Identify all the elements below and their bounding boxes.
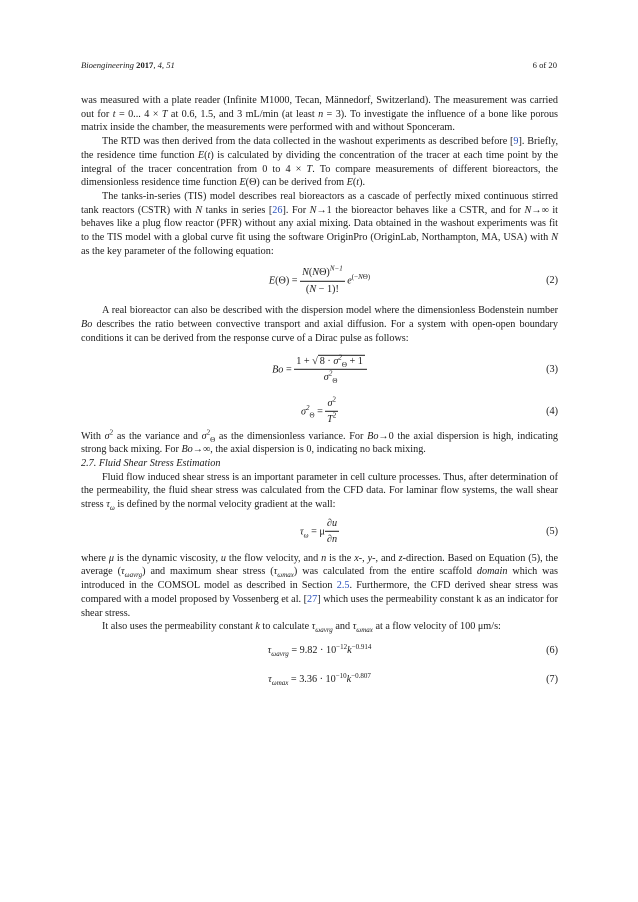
paragraph: The RTD was then derived from the data collected in the washout experiments as described before [9]. Briefly, the residence time function E(t) is calculated by dividing the concentration of the tracer at each time point by the integral of the tracer concentration from 0 to 4 × T. To compare measurements of different bioreactors, the dimensionless residence time function E(Θ) can be derived from E(t). [81, 136, 558, 189]
main-text [81, 94, 558, 692]
equation-6: $\tau_{\omega avrg} = 9.82 \cdot 10^{-12}k^{-0.914}$ (6) [267, 642, 558, 659]
paragraph: Fluid flow induced shear stress is an important parameter in cell culture processes. Thus, after determination of the permeability, the fluid shear stress was calculated from the CFD data. For laminar flow systems, the wall shear stress $\tau_\omega$ is defined by the normal velocity gradient at the wall: [81, 471, 558, 513]
equation-number: (7) [546, 674, 558, 686]
paragraph: With $\sigma^2$ as the variance and $\sigma^2_\Theta$ as the dimensionless variance. For Bo→0 the axial dispersion is high, indicating strong back mixing. For Bo→∞, the axial dispersion is 0, indicating no back mixing. [81, 428, 559, 456]
equation-3: Bo = $\frac{1 + √ 8 \cdot \sigma^2_\Theta + 1}{\sigma^2_\Theta}$ (3) [272, 352, 558, 386]
equation-2: E(Θ) = $\frac{N(N\Theta)^{N-1}}{(N - 1)!}$ $e^{(-N\Theta)}$ (2) [268, 264, 558, 295]
paragraph: where μ is the dynamic viscosity, u the flow velocity, and n is the x-, y-, and z-direction. Based on Equation (5), the average $(\tau_{\omega avrg})$ and maximum shear stress $(\tau_{\omega max})$ was calculated from the entire scaffold domain which was introduced in the COMSOL model as described in Section 2.5. Furthermore, the CFD derived shear stress was compared with a model proposed by Vossenberg et al. [27] which uses the permeability constant k as an indicator for shear stress. [81, 552, 559, 619]
equation-number: (4) [546, 405, 558, 417]
paragraph: It also uses the permeability constant k to calculate $\tau_{\omega avrg}$ and $\tau_{\omega max}$ at a flow velocity of 100 μm/s: [102, 621, 501, 635]
citation-link[interactable]: 27 [307, 593, 318, 605]
equation-number: (5) [546, 525, 558, 537]
equation-number: (3) [546, 363, 558, 375]
section-link[interactable]: 2.5 [336, 580, 350, 592]
equation-4: $\sigma^2_\Theta$ = $\frac{\sigma^2}{T^2}$ (4) [301, 394, 558, 426]
equation-number: (6) [546, 645, 558, 657]
paragraph: was measured with a plate reader (Infinite M1000, Tecan, Männedorf, Switzerland). The measurement was carried out for t = 0... 4 × T at 0.6, 1.5, and 3 mL/min (at least n = 3). To investigate the influence of a bone like porous matrix inside the chamber, the measurements were performed with and without Sponceram. [81, 95, 559, 134]
running-header: Bioengineering 2017, 4, 51 [81, 60, 175, 70]
paragraph: The tanks-in-series (TIS) model describes real bioreactors as a cascade of perfectly mixed continuous stirred tank reactors (CSTR) with N tanks in series [26]. For N→1 the bioreactor behaves like a CSTR, and for N→∞ it behaves like a plug flow reactor (PFR) without any axial mixing. Data obtained in the washout experiments was fit to the TIS model with a global curve fit using the software OriginPro (OriginLab, Northampton, MA, USA) with N as the key parameter of the following equation: [81, 190, 558, 257]
section-heading: 2.7. Fluid Shear Stress Estimation [81, 457, 221, 469]
equation-5: $\tau_\omega = \mu$ $\frac{\partial u}{\partial n}$ (5) [299, 517, 558, 546]
equation-7: $\tau_{\omega max} = 3.36 \cdot 10^{-10}k^{-0.807}$ (7) [268, 671, 558, 688]
paragraph: A real bioreactor can also be described with the dispersion model where the dimensionless Bodenstein number Bo describes the ratio between convective transport and axial diffusion. For a system with open-open boundary conditions it can be derived from the response curve of a Dirac pulse as follows: [81, 305, 558, 344]
citation-link[interactable]: 26 [272, 204, 283, 216]
equation-number: (2) [546, 275, 558, 287]
citation-link[interactable]: 9 [513, 136, 519, 148]
page-number: 6 of 20 [532, 60, 557, 70]
